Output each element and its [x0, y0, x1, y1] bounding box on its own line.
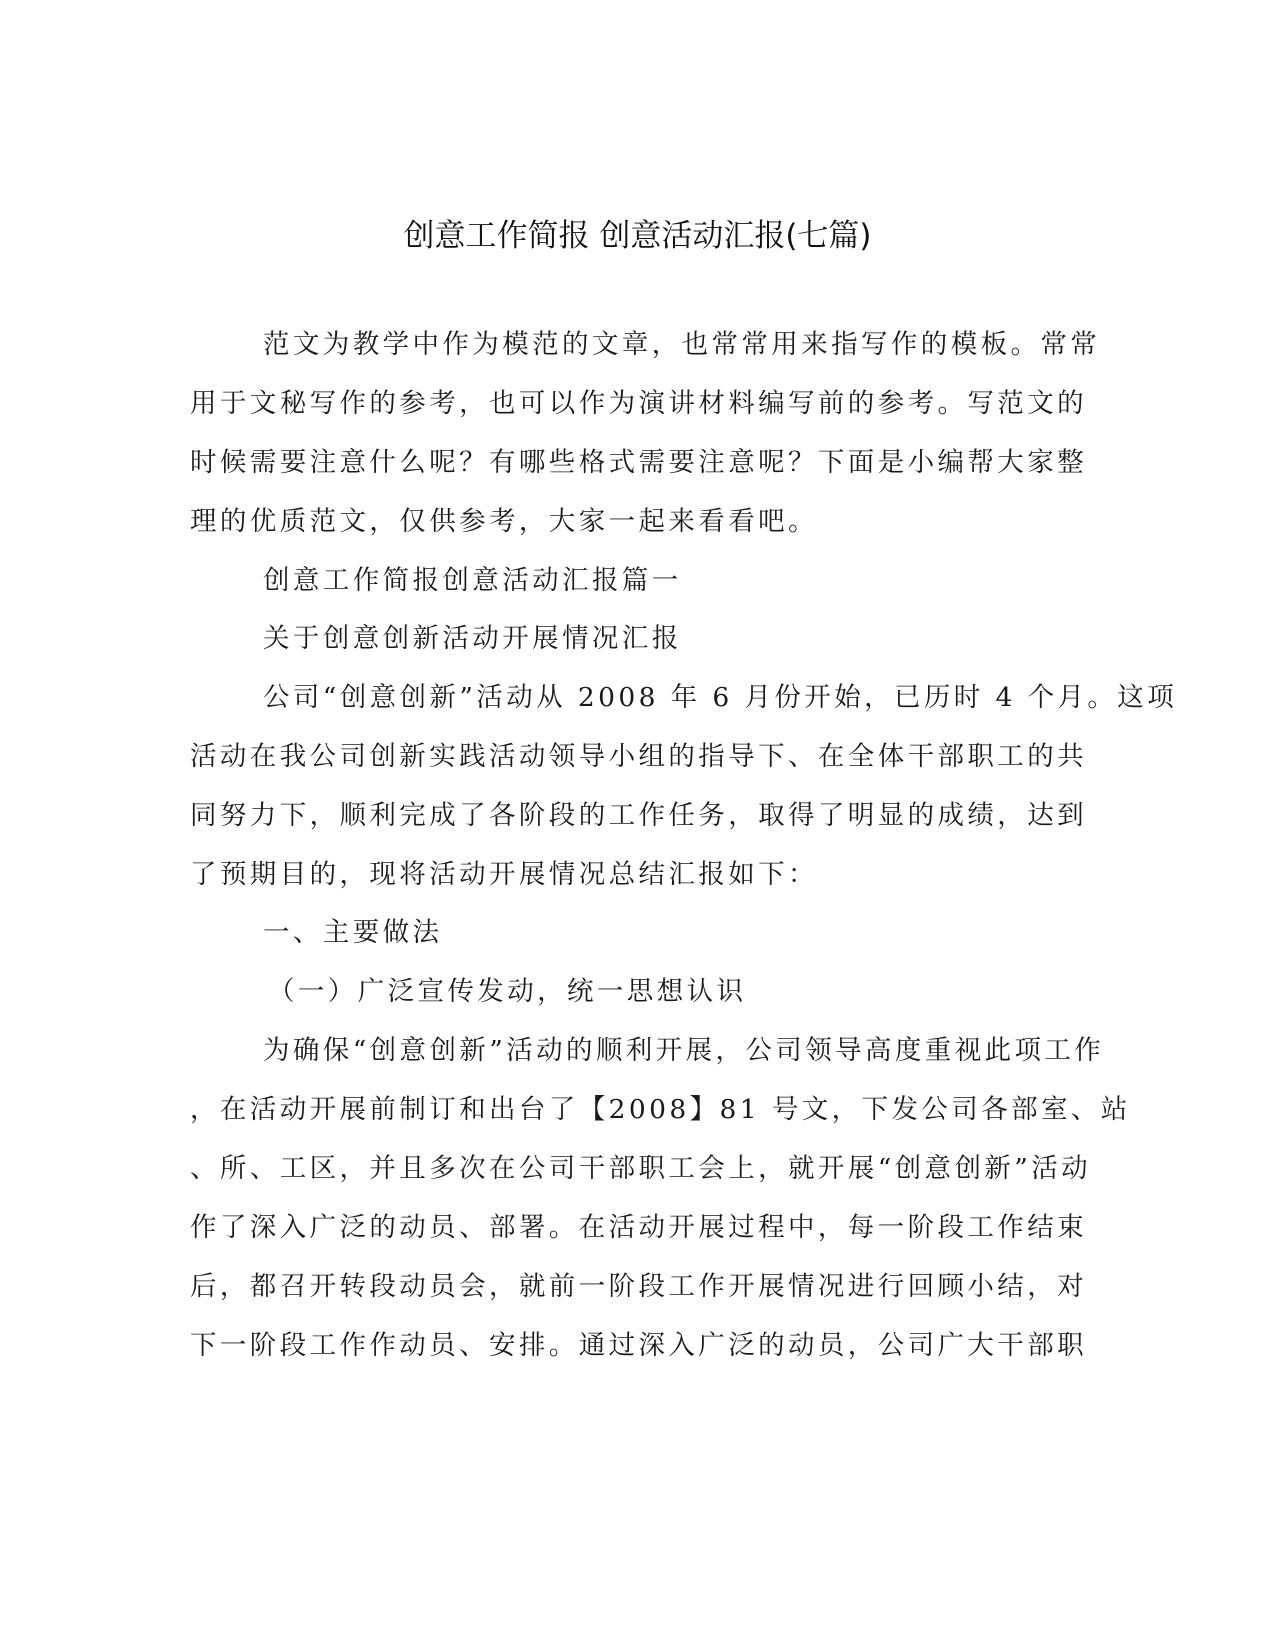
paragraph-line: ，在活动开展前制订和出台了【2008】81 号文，下发公司各部室、站 — [190, 1094, 1131, 1125]
paragraph-line: 作了深入广泛的动员、部署。在活动开展过程中，每一阶段工作结束 — [190, 1212, 1087, 1243]
report-title: 关于创意创新活动开展情况汇报 — [263, 623, 682, 654]
paragraph-line: 理的优质范文，仅供参考，大家一起来看看吧。 — [190, 506, 818, 537]
paragraph-line: 为确保“创意创新”活动的顺利开展，公司领导高度重视此项工作 — [263, 1035, 1105, 1066]
paragraph-line: 同努力下，顺利完成了各阶段的工作任务，取得了明显的成绩，达到 — [190, 800, 1087, 831]
paragraph-line: 了预期目的，现将活动开展情况总结汇报如下： — [190, 859, 818, 890]
paragraph-line: 后，都召开转段动员会，就前一阶段工作开展情况进行回顾小结，对 — [190, 1271, 1087, 1302]
section-heading: 一、主要做法 — [263, 917, 443, 948]
paragraph-line: 公司“创意创新”活动从 2008 年 6 月份开始，已历时 4 个月。这项 — [263, 682, 1178, 713]
document-title: 创意工作简报 创意活动汇报(七篇) — [403, 218, 872, 254]
subsection-heading: （一）广泛宣传发动，统一思想认识 — [268, 976, 747, 1007]
section-heading: 创意工作简报创意活动汇报篇一 — [263, 565, 682, 596]
paragraph-line: 时候需要注意什么呢？有哪些格式需要注意呢？下面是小编帮大家整 — [190, 447, 1087, 478]
paragraph-line: 用于文秘写作的参考，也可以作为演讲材料编写前的参考。写范文的 — [190, 388, 1087, 419]
paragraph-line: 下一阶段工作作动员、安排。通过深入广泛的动员，公司广大干部职 — [190, 1330, 1087, 1361]
paragraph-line: 、所、工区，并且多次在公司干部职工会上，就开展“创意创新”活动 — [190, 1153, 1091, 1184]
paragraph-line: 范文为教学中作为模范的文章，也常常用来指写作的模板。常常 — [263, 329, 1101, 360]
paragraph-line: 活动在我公司创新实践活动领导小组的指导下、在全体干部职工的共 — [190, 741, 1087, 772]
